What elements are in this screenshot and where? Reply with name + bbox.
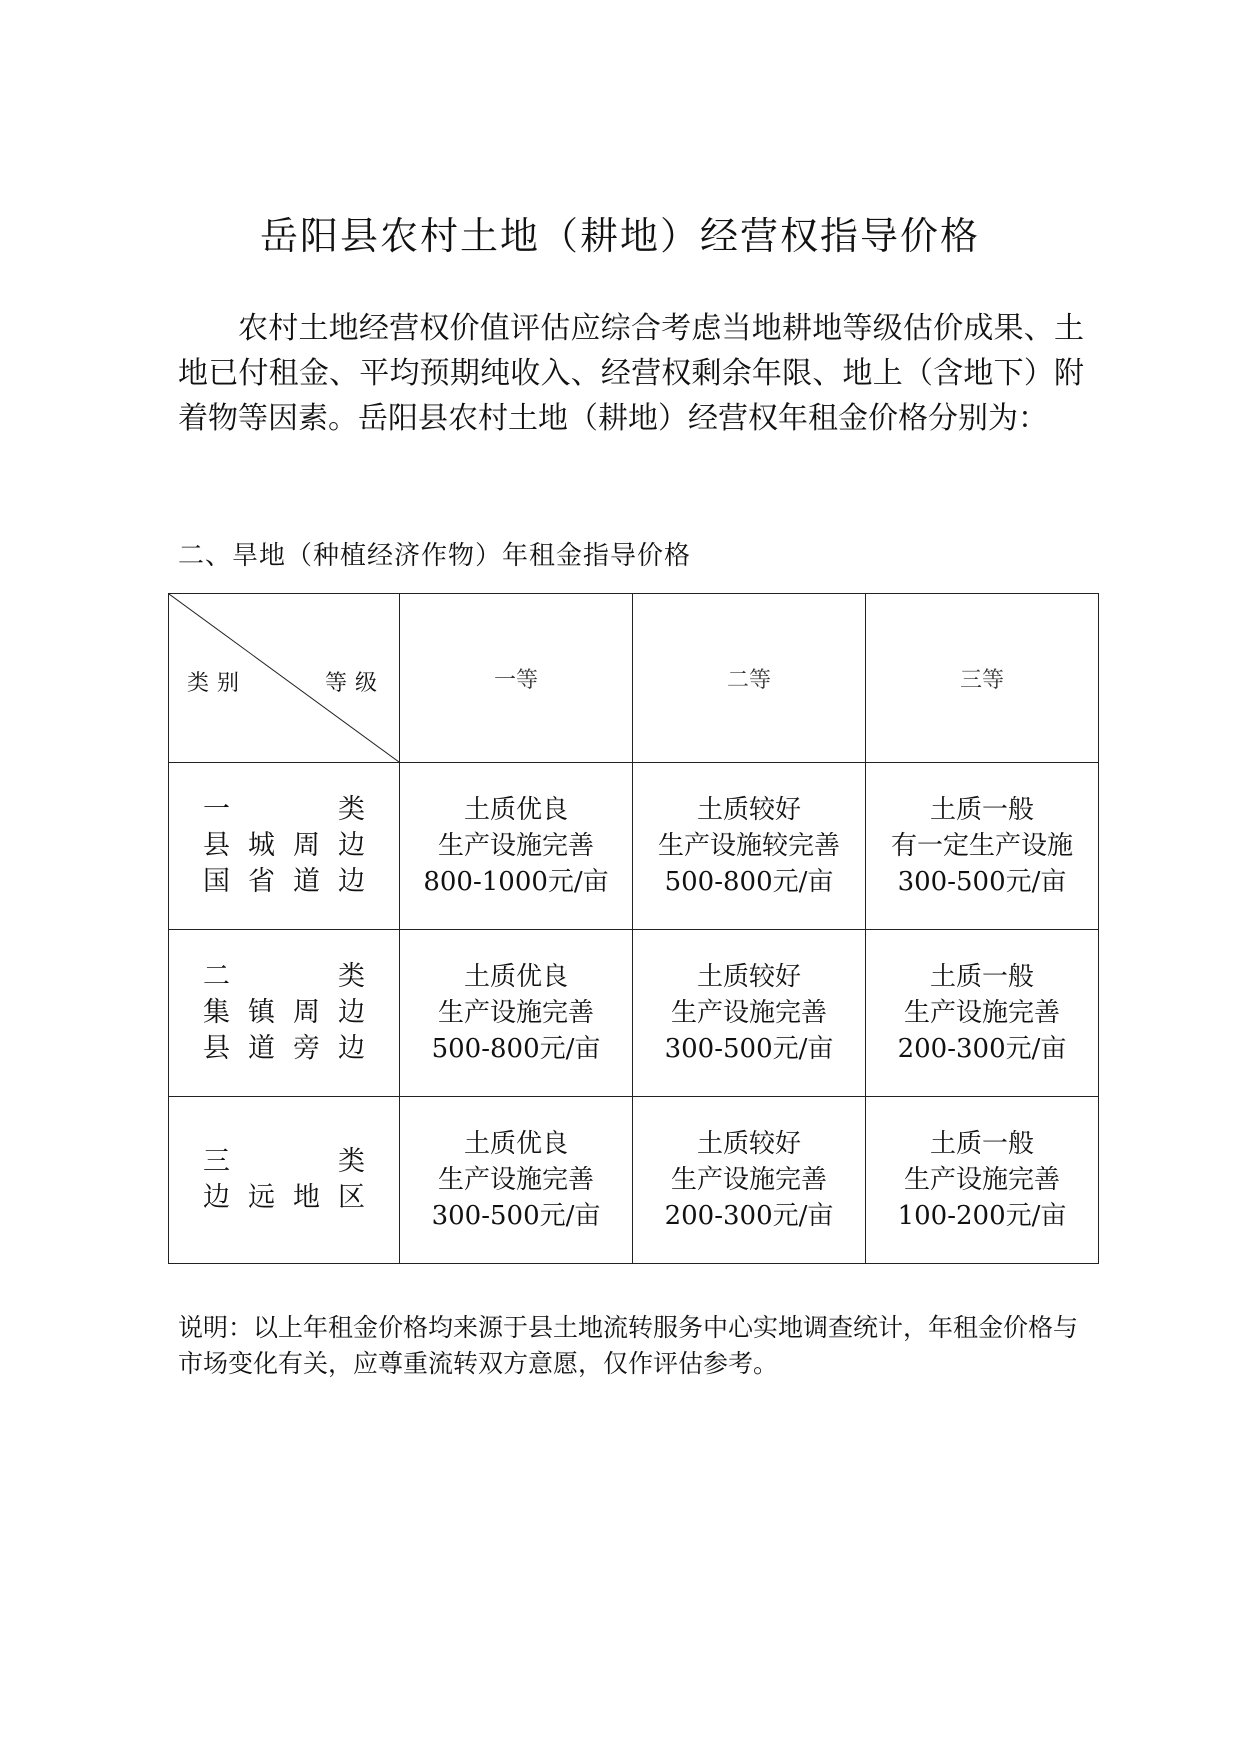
- soil-quality: 土质较好: [696, 1129, 801, 1159]
- facility-level: 生产设施完善: [670, 1165, 827, 1195]
- price-cell: [866, 1097, 1099, 1264]
- table-row: [169, 763, 1099, 930]
- price-cell: [400, 930, 633, 1097]
- grade-header-cell: [400, 594, 633, 763]
- grade-label: 二等: [726, 667, 771, 693]
- category-line: 边远地区: [203, 1182, 365, 1213]
- grade-label: 一等: [493, 667, 538, 693]
- category-cell: [169, 763, 400, 930]
- table-row: [169, 1097, 1099, 1264]
- facility-level: 生产设施完善: [903, 1165, 1060, 1195]
- rent-price: 300-500元/亩: [664, 1034, 834, 1064]
- facility-level: 生产设施较完善: [657, 831, 840, 861]
- corner-category-label: 类别: [187, 671, 248, 696]
- category-cell: [169, 1097, 400, 1264]
- rent-price: 500-800元/亩: [431, 1034, 601, 1064]
- rent-price: 200-300元/亩: [897, 1034, 1067, 1064]
- facility-level: 生产设施完善: [670, 998, 827, 1028]
- price-cell: [633, 930, 866, 1097]
- facility-level: 有一定生产设施: [890, 831, 1073, 861]
- rent-price: 100-200元/亩: [897, 1201, 1067, 1231]
- page-title: 岳阳县农村土地（耕地）经营权指导价格: [259, 214, 980, 258]
- facility-level: 生产设施完善: [903, 998, 1060, 1028]
- price-cell: [400, 763, 633, 930]
- grade-header-cell: [866, 594, 1099, 763]
- grade-header-cell: [633, 594, 866, 763]
- facility-level: 生产设施完善: [437, 998, 594, 1028]
- price-cell: [633, 1097, 866, 1264]
- category-cell: [169, 930, 400, 1097]
- section-heading: 二、旱地（种植经济作物）年租金指导价格: [178, 541, 692, 571]
- table-header-row: [169, 594, 1099, 763]
- category-line: 集镇周边: [203, 997, 365, 1028]
- price-cell: [866, 930, 1099, 1097]
- category-line: 国省道边: [203, 866, 365, 897]
- rent-price: 500-800元/亩: [664, 867, 834, 897]
- category-line: 县道旁边: [203, 1033, 365, 1064]
- facility-level: 生产设施完善: [437, 1165, 594, 1195]
- facility-level: 生产设施完善: [437, 831, 594, 861]
- price-cell: [633, 763, 866, 930]
- rent-price: 300-500元/亩: [897, 867, 1067, 897]
- soil-quality: 土质优良: [463, 1129, 568, 1159]
- grade-label: 三等: [959, 667, 1004, 693]
- soil-quality: 土质较好: [696, 962, 801, 992]
- corner-grade-label: 等级: [324, 671, 385, 696]
- price-cell: [400, 1097, 633, 1264]
- category-line: 县城周边: [203, 830, 365, 861]
- corner-header-cell: [169, 594, 400, 763]
- category-line: 一 类: [203, 794, 365, 825]
- rent-price: 200-300元/亩: [664, 1201, 834, 1231]
- soil-quality: 土质一般: [929, 1129, 1034, 1159]
- category-line: 三 类: [203, 1146, 365, 1177]
- rent-price: 800-1000元/亩: [423, 867, 609, 897]
- price-cell: [866, 763, 1099, 930]
- rent-price: 300-500元/亩: [431, 1201, 601, 1231]
- soil-quality: 土质较好: [696, 795, 801, 825]
- price-table: [168, 593, 1099, 1264]
- soil-quality: 土质优良: [463, 962, 568, 992]
- explanatory-note: 说明：以上年租金价格均来源于县土地流转服务中心实地调查统计，年租金价格与市场变化有关，应尊重流转双方意愿，仅作评估参考。: [178, 1313, 1079, 1378]
- soil-quality: 土质一般: [929, 795, 1034, 825]
- intro-paragraph: 农村土地经营权价值评估应综合考虑当地耕地等级估价成果、土地已付租金、平均预期纯收入、经营权剩余年限、地上（含地下）附着物等因素。岳阳县农村土地（耕地）经营权年租金价格分别为：: [178, 311, 1084, 436]
- category-line: 二 类: [203, 961, 365, 992]
- soil-quality: 土质优良: [463, 795, 568, 825]
- soil-quality: 土质一般: [929, 962, 1034, 992]
- table-row: [169, 930, 1099, 1097]
